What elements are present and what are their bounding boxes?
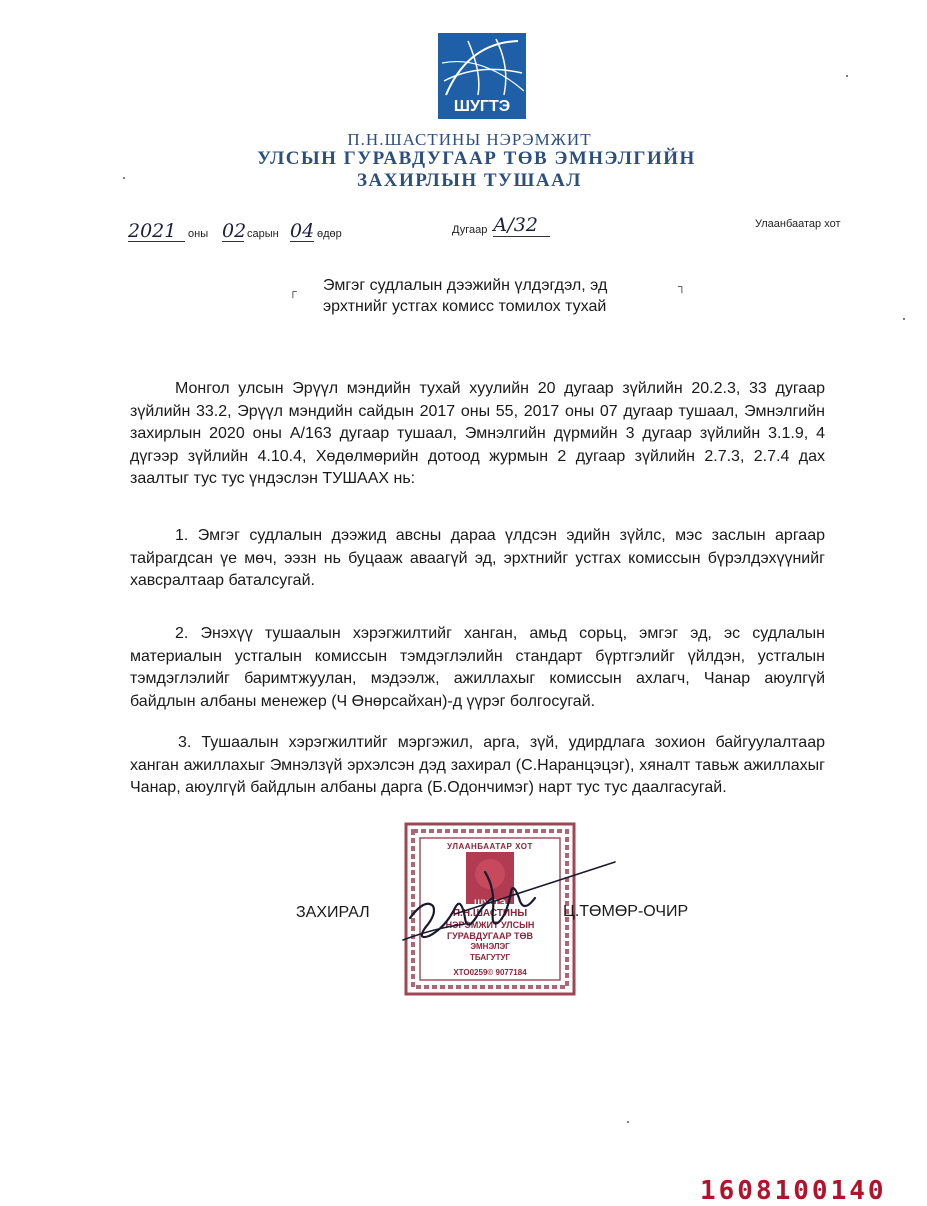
order-number-label: Дугаар — [452, 224, 488, 236]
city: Улаанбаатар хот — [755, 218, 841, 230]
preamble: Монгол улсын Эрүүл мэндийн тухай хуулийн 20 дугаар зүйлийн 20.2.3, 33 дугаар зүйлийн 33.2, Эрүүл мэндийн сайдын 2017 оны 55, 2017 оны 07 дугаар тушаал, Эмнэлгийн захирлын 2020 оны А/163 дугаар тушаал, Эмнэлгийн дүрмийн 3 дугаар зүйлийн 3.1.9, 4 дүгээр зүйлийн 4.10.4, Хөдөлмөрийн дотоод журмын 2 дугаар зүйлийн 2.7.3, 2.7.4 дах заалтыг тус тус үндэслэн ТУШААХ нь: — [130, 380, 825, 487]
logo-text: ШУГТЭ — [453, 98, 511, 115]
header-line-1: П.Н.ШАСТИНЫ НЭРЭМЖИТ — [347, 130, 592, 149]
stamp-logo-text: ШУГТЭ — [474, 898, 506, 908]
date-year-label: оны — [188, 228, 209, 240]
order-item-1: 1. Эмгэг судлалын дээжид авсны дараа үлдсэн эдийн зүйлс, мэс заслын аргаар тайрагдсан үе мөч, ээзн нь буцааж аваагүй эд, эрхтнийг устгах комиссын бүрэлдэхүүнийг хавсралтаар баталсугай. — [130, 527, 825, 589]
stamp-line-1: П.Н.ШАСТИНЫ — [452, 908, 528, 919]
scan-speck — [627, 1121, 629, 1123]
signatory-name: Ц.ТӨМӨР-ОЧИР — [563, 903, 689, 920]
scan-speck — [123, 177, 125, 179]
scan-speck — [846, 75, 848, 77]
order-number: А/32 — [493, 214, 550, 237]
date-day-label: өдөр — [317, 228, 342, 240]
date-month: 02 — [222, 220, 247, 242]
handwritten-signature — [395, 858, 620, 953]
subject-corner-right: ┐ — [678, 281, 686, 293]
date-day: 04 — [290, 220, 315, 242]
stamp-line-6: ХТО0259© 9077184 — [453, 968, 527, 977]
stamp-top-text: УЛААНБААТАР ХОТ — [447, 842, 533, 851]
signatory-title: ЗАХИРАЛ — [296, 904, 370, 921]
subject-corner-left: ┌ — [289, 286, 297, 298]
header-line-3: ЗАХИРЛЫН ТУШААЛ — [357, 170, 582, 191]
date-year: 2021 — [128, 220, 185, 242]
order-item-3: 3. Тушаалын хэрэгжилтийг мэргэжил, арга, зүй, удирдлага зохион байгуулалтаар ханган ажиллахыг Эмнэлзүй эрхэлсэн дэд захирал (С.Наранцэцэг), хяналт тавьж ажиллахыг Чанар, аюулгүй байдлын албаны дарга (Б.Одончимэг) нарт тус тус даалгасугай. — [130, 734, 825, 796]
scan-speck — [903, 318, 905, 320]
stamp-line-4: ЭМНЭЛЭГ — [470, 942, 510, 951]
stamp-line-5: ТБАГУТУГ — [469, 953, 511, 962]
hospital-logo — [438, 33, 526, 119]
stamp-line-3: ГУРАВДУГААР ТӨВ — [447, 931, 533, 941]
serial-number: 1608100140 — [700, 1176, 887, 1206]
order-subject: Эмгэг судлалын дээжийн үлдэгдэл, эд эрхтнийг устгах комисс томилох тухай — [323, 277, 608, 315]
stamp-line-2: НЭРЭМЖИТ УЛСЫН — [445, 920, 535, 930]
order-item-2: 2. Энэхүү тушаалын хэрэгжилтийг ханган, амьд сорьц, эмгэг эд, эс судлалын материалын устгалын комиссын тэмдэглэлийн стандарт бүртгэлийг үйлдэн, устгалын тэмдэглэлийг баримтжуулан, мэдээлж, ажиллахыг комиссын ахлагч, Чанар аюулгүй байдлын албаны менежер (Ч Өнөрсайхан)-д үүрэг болгосугай. — [130, 625, 825, 710]
header-line-2: УЛСЫН ГУРАВДУГААР ТӨВ ЭМНЭЛГИЙН — [257, 148, 696, 169]
date-month-label: сарын — [247, 228, 279, 240]
